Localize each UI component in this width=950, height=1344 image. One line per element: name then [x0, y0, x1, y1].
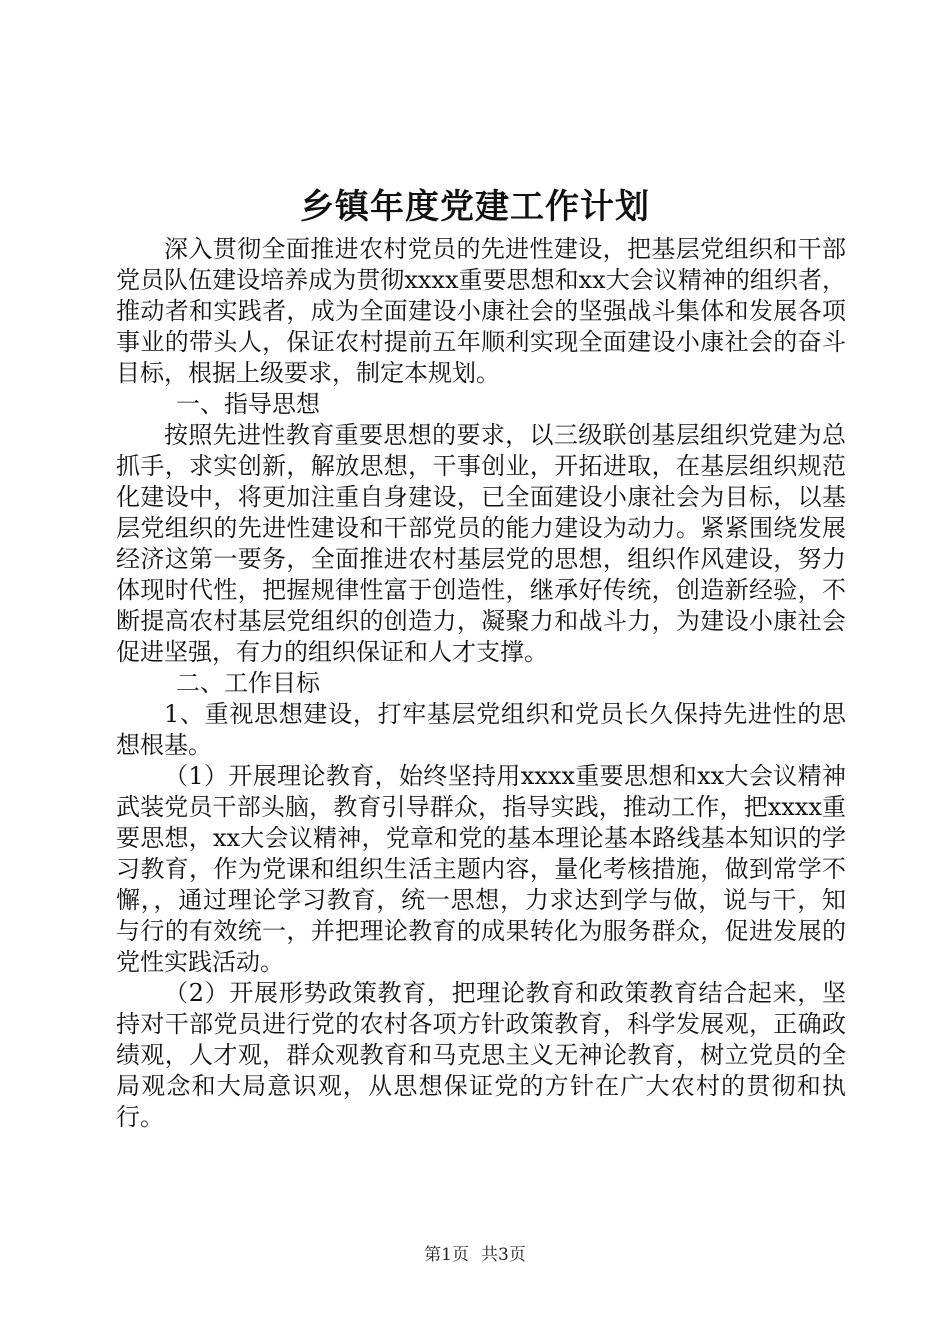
section-heading-guiding-ideology: 一、指导思想 [176, 390, 320, 418]
intro-paragraph: 深入贯彻全面推进农村党员的先进性建设，把基层党组织和干部党员队伍建设培养成为贯彻xxxx重要思想和xx大会议精神的组织者，推动者和实践者，成为全面建设小康社会的坚强战斗集体和发展各项事业的带头人，保证农村提前五年顺利实现全面建设小康社会的奋斗目标，根据上级要求，制定本规划。 [116, 235, 846, 387]
goal-1-item-2-paragraph: （2）开展形势政策教育，把理论教育和政策教育结合起来，坚持对干部党员进行党的农村各项方针政策教育，科学发展观，正确政绩观，人才观，群众观教育和马克思主义无神论教育，树立党员的全局观念和大局意识观，从思想保证党的方针在广大农村的贯彻和执行。 [116, 979, 846, 1131]
page-total: 共3页 [481, 1245, 526, 1265]
goal-1-paragraph: 1、重视思想建设，打牢基层党组织和党员长久保持先进性的思想根基。 [116, 700, 846, 759]
guiding-ideology-paragraph: 按照先进性教育重要思想的要求，以三级联创基层组织党建为总抓手，求实创新，解放思想，干事创业，开拓进取，在基层组织规范化建设中，将更加注重自身建设，已全面建设小康社会为目标，以基层党组织的先进性建设和干部党员的能力建设为动力。紧紧围绕发展经济这第一要务，全面推进农村基层党的思想，组织作风建设，努力体现时代性，把握规律性富于创造性，继承好传统，创造新经验，不断提高农村基层党组织的创造力，凝聚力和战斗力，为建设小康社会促进坚强，有力的组织保证和人才支撑。 [116, 421, 846, 666]
goal-1-item-1-paragraph: （1）开展理论教育，始终坚持用xxxx重要思想和xx大会议精神武装党员干部头脑，教育引导群众，指导实践，推动工作，把xxxx重要思想，xx大会议精神，党章和党的基本理论基本路线基本知识的学习教育，作为党课和组织生活主题内容，量化考核措施，做到常学不懈，，通过理论学习教育，统一思想，力求达到学与做，说与干，知与行的有效统一，并把理论教育的成果转化为服务群众，促进发展的党性实践活动。 [116, 762, 846, 976]
page-footer [0, 1243, 950, 1267]
document-title: 乡镇年度党建工作计划 [300, 187, 650, 227]
page-number: 第1页 [424, 1245, 469, 1265]
document-body [116, 234, 846, 1133]
section-heading-work-goals: 二、工作目标 [176, 669, 320, 697]
